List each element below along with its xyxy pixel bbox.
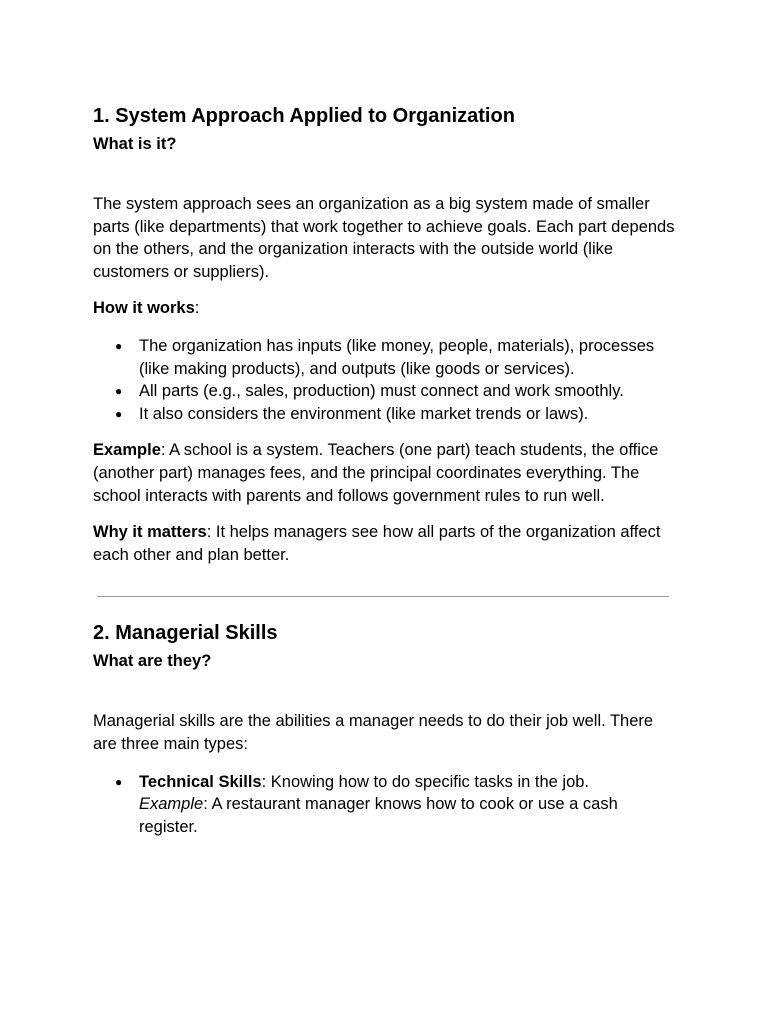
list-item: ● All parts (e.g., sales, production) must connect and work smoothly. bbox=[139, 380, 678, 403]
section-1-title: 1. System Approach Applied to Organization bbox=[93, 105, 515, 127]
example-paragraph bbox=[93, 439, 678, 507]
list-item: ● The organization has inputs (like money, people, materials), processes (like making products), and outputs (like goods or services). bbox=[139, 335, 678, 380]
example-text: : A school is a system. Teachers (one part) teach students, the office (another part) manages fees, and the principal coordinates everything. The school interacts with parents and follows government rules to run well. bbox=[93, 441, 659, 505]
why-it-matters-text: : It helps managers see how all parts of the organization affect each other and plan better. bbox=[93, 523, 661, 564]
skill-example-text: : A restaurant manager knows how to cook or use a cash register. bbox=[139, 795, 618, 836]
why-it-matters-paragraph bbox=[93, 521, 678, 566]
skill-label: Technical Skills bbox=[139, 772, 262, 791]
how-it-works-paragraph bbox=[93, 297, 678, 320]
skill-text: : Knowing how to do specific tasks in the job. bbox=[261, 772, 590, 791]
list-item bbox=[139, 771, 678, 839]
section-divider bbox=[97, 596, 669, 597]
section-2-title: 2. Managerial Skills bbox=[93, 622, 278, 645]
how-it-works-list bbox=[93, 335, 678, 425]
how-it-works-colon: : bbox=[194, 299, 200, 318]
section-1-intro: The system approach sees an organization as a big system made of smaller parts (like departments) that work together to achieve goals. Each part depends on the others, and the organization interacts with the outside world (like customers or suppliers). bbox=[93, 195, 675, 281]
document-page bbox=[93, 102, 678, 838]
example-label: Example bbox=[93, 441, 161, 460]
section-1-subtitle: What is it? bbox=[93, 135, 177, 153]
skills-list bbox=[93, 771, 678, 839]
why-it-matters-label: Why it matters bbox=[93, 523, 207, 542]
skill-example-label: Example bbox=[139, 795, 204, 814]
section-2-subtitle: What are they? bbox=[93, 652, 212, 671]
list-item: ● It also considers the environment (like market trends or laws). bbox=[139, 403, 678, 426]
how-it-works-label: How it works bbox=[93, 299, 195, 318]
section-2-intro: Managerial skills are the abilities a manager needs to do their job well. There are three main types: bbox=[93, 712, 654, 753]
